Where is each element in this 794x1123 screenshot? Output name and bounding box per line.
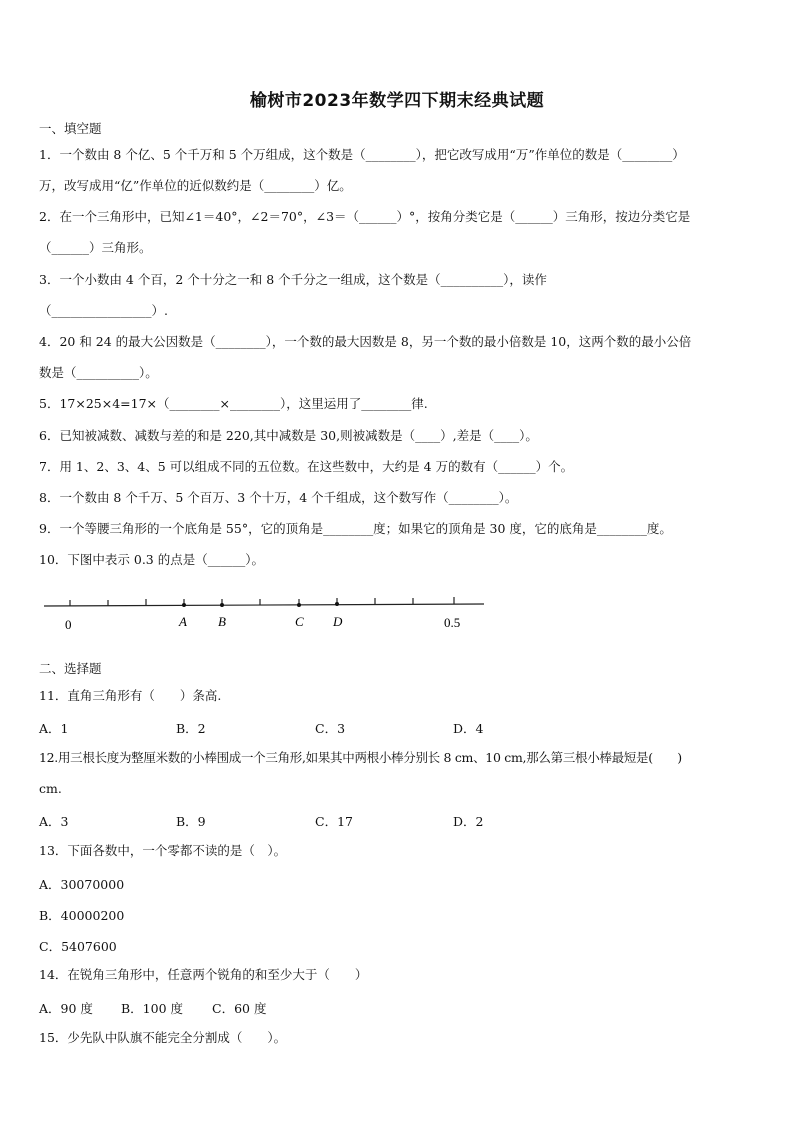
question-11: 11．直角三角形有（ ）条高.	[39, 688, 222, 703]
q11-option-a[interactable]: A．1	[39, 721, 69, 736]
question-6: 6．已知被减数、减数与差的和是 220,其中减数是 30,则被减数是（____）,差是（____）。	[39, 428, 538, 443]
q11-option-c[interactable]: C．3	[315, 721, 346, 736]
q11-option-d[interactable]: D．4	[453, 721, 484, 736]
section-fill-in-blank: 一、填空题	[39, 121, 102, 136]
question-15: 15．少先队中队旗不能完全分割成（ ）。	[39, 1030, 287, 1045]
question-3-line-2: （________________）.	[39, 303, 168, 318]
question-2-line-2: （______）三角形。	[39, 240, 152, 255]
label-point-d: D	[333, 614, 343, 629]
question-1-line-2: 万，改写成用“亿”作单位的近似数约是（________）亿。	[39, 178, 352, 193]
label-half: 0.5	[444, 615, 461, 630]
q13-option-c[interactable]: C．5407600	[39, 939, 117, 954]
q12-option-d[interactable]: D．2	[453, 814, 484, 829]
question-4-line-2: 数是（__________）。	[39, 365, 158, 380]
q14-option-a[interactable]: A．90 度	[39, 1001, 93, 1016]
q13-option-b[interactable]: B．40000200	[39, 908, 125, 923]
q12-option-c[interactable]: C．17	[315, 814, 353, 829]
question-4-line-1: 4．20 和 24 的最大公因数是（________），一个数的最大因数是 8，另一个数的最小倍数是 10，这两个数的最小公倍	[39, 334, 692, 349]
question-3-line-1: 3．一个小数由 4 个百，2 个十分之一和 8 个千分之一组成，这个数是（__________），读作	[39, 272, 547, 287]
q12-option-b[interactable]: B．9	[176, 814, 206, 829]
question-8: 8．一个数由 8 个千万、5 个百万、3 个十万，4 个千组成，这个数写作（________）。	[39, 490, 518, 505]
label-point-c: C	[295, 614, 304, 629]
question-2-line-1: 2．在一个三角形中，已知∠1＝40°，∠2＝70°，∠3＝（______）°，按角分类它是（______）三角形，按边分类它是	[39, 209, 691, 224]
section-multiple-choice: 二、选择题	[39, 661, 102, 676]
point-b-dot	[220, 603, 224, 607]
question-9: 9．一个等腰三角形的一个底角是 55°，它的顶角是________度；如果它的顶角是 30 度，它的底角是________度。	[39, 521, 672, 536]
label-zero: 0	[65, 617, 72, 632]
point-c-dot	[297, 603, 301, 607]
q14-option-b[interactable]: B．100 度	[121, 1001, 184, 1016]
question-7: 7．用 1、2、3、4、5 可以组成不同的五位数。在这些数中，大约是 4 万的数有（______）个。	[39, 459, 574, 474]
point-a-dot	[182, 603, 186, 607]
label-point-b: B	[218, 614, 226, 629]
question-10: 10．下图中表示 0.3 的点是（______）。	[39, 552, 264, 567]
number-line-figure	[40, 588, 500, 636]
q14-option-c[interactable]: C．60 度	[212, 1001, 267, 1016]
q13-option-a[interactable]: A．30070000	[39, 877, 125, 892]
label-point-a: A	[179, 614, 187, 629]
number-line-axis	[44, 604, 484, 606]
exam-title: 榆树市2023年数学四下期末经典试题	[249, 91, 545, 111]
question-14: 14．在锐角三角形中，任意两个锐角的和至少大于（ ）	[39, 967, 368, 982]
question-12-line-2: cm.	[39, 781, 62, 796]
question-1-line-1: 1．一个数由 8 个亿、5 个千万和 5 个万组成，这个数是（________），把它改写成用“万”作单位的数是（________）	[39, 147, 685, 162]
question-13: 13．下面各数中，一个零都不读的是（ ）。	[39, 843, 287, 858]
point-d-dot	[335, 602, 339, 606]
q12-option-a[interactable]: A．3	[39, 814, 69, 829]
question-12-line-1: 12.用三根长度为整厘米数的小棒围成一个三角形,如果其中两根小棒分别长 8 cm、10 cm,那么第三根小棒最短是( )	[39, 750, 682, 765]
question-5: 5．17×25×4=17×（________×________），这里运用了________律.	[39, 396, 428, 411]
q11-option-b[interactable]: B．2	[176, 721, 206, 736]
